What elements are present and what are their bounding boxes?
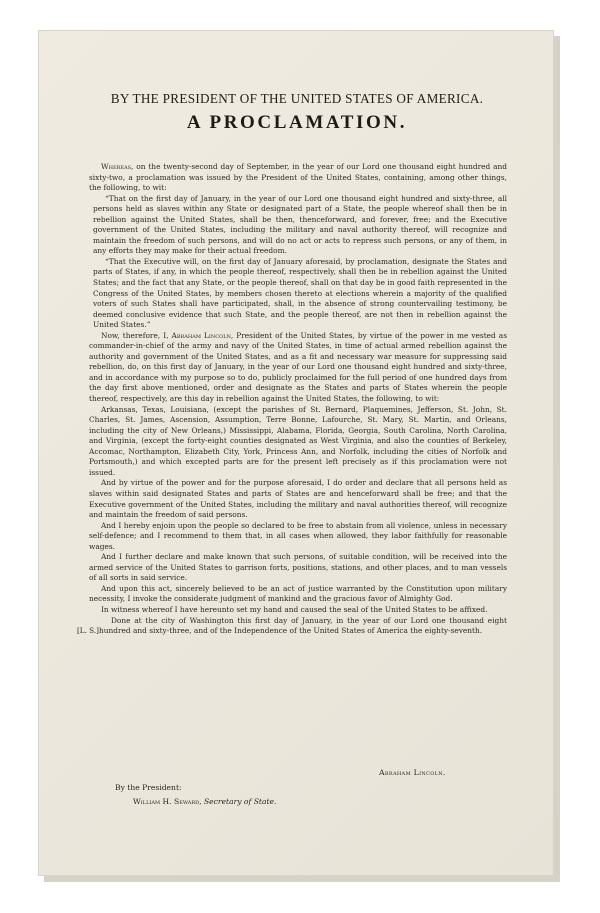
paragraph-in-witness: In witness whereof I have hereunto set my hand and caused the seal of the United States to be affixed. bbox=[101, 604, 488, 614]
president-name: Abraham Lincoln bbox=[171, 330, 231, 340]
paragraph-text: on the twenty-second day of September, in the year of our Lord one thousand eight hundred and sixty-two, a proclamation was issued by the President of the United States, containing, among other things, the following, to wit: bbox=[89, 162, 507, 193]
proclamation-body bbox=[77, 162, 508, 637]
secretary-name: William H. Seward, bbox=[133, 797, 202, 806]
proclamation-sheet bbox=[38, 30, 554, 876]
paragraph-done-at: Done at the city of Washington this first day of January, in the year of our Lord one thousand eight hundred and sixty-three, and of the Independence of the United States of America the eighty-seventh. bbox=[99, 615, 507, 636]
paragraph-text: , President of the United States, by virtue of the power in me vested as commander-in-chief of the army and navy of the United States, in time of actual armed rebellion against the authority and government of the United States, and as a fit and necessary war measure for suppressing said rebellion, do, on this first day of January, in the year of our Lord one thousand eight hundred and sixty-three, and in accordance with my purpose so to do, publicly proclaimed for the full period of one hundred days from the day first above mentioned, order and designate as the States and parts of States wherein the people thereof, respectively, are this day in rebellion against the United States, the following, to wit: bbox=[89, 330, 508, 404]
paragraph-order-declare: And by virtue of the power and for the purpose aforesaid, I do order and declare that all persons held as slaves within said designated States and parts of States are and henceforward shall be free; and that the Executive government of the United States, including the military and naval authorities thereof, will recognize and maintain the freedom of said persons. bbox=[89, 478, 507, 520]
paragraph-lead: Now, therefore, I, bbox=[101, 330, 172, 340]
paragraph-enjoin: And I hereby enjoin upon the people so declared to be free to abstain from all violence, unless in necessary self-defence; and I recommend to them that, in all cases when allowed, they labor faithfully for reasonable wages. bbox=[89, 520, 507, 551]
paragraph-lead: Whereas, bbox=[101, 162, 134, 171]
paragraph-whereas bbox=[89, 162, 507, 194]
paragraph-justice: And upon this act, sincerely believed to be an act of justice warranted by the Constitution upon military necessity, I invoke the considerate judgment of mankind and the gracious favor of Almighty God. bbox=[89, 583, 507, 604]
closing-row bbox=[77, 615, 507, 637]
seal-label: [L. S.] bbox=[77, 625, 99, 635]
secretary-title: Secretary of State. bbox=[201, 797, 277, 806]
paragraph-quote-1: “That on the first day of January, in the year of our Lord one thousand eight hundred and sixty-three, all persons held as slaves within any State or designated part of a State, the people whereof shall then be in rebellion against the United States, shall be then, thenceforward, and forever, free; and the Executive government of the United States, including the military and naval authority thereof, will recognize and maintain the freedom of such persons, and will do no act or acts to repress such persons, or any of them, in any efforts they may make for their actual freedom. bbox=[93, 193, 507, 256]
paragraph-armed-service: And I further declare and make known that such persons, of suitable condition, will be received into the armed service of the United States to garrison forts, positions, stations, and other places, and to man vessels of all sorts in said service. bbox=[89, 552, 507, 583]
heading-proclamation: A PROCLAMATION. bbox=[186, 112, 408, 133]
paragraph-quote-2: “That the Executive will, on the first day of January aforesaid, by proclamation, designate the States and parts of States, if any, in which the people thereof, respectively, shall then be in rebellion against the United States; and the fact that any State, or the people thereof, shall on that day be in good faith represented in the Congress of the United States, by members chosen thereto at elections wherein a majority of the qualified voters of such States shall have participated, shall, in the absence of strong countervailing testimony, be deemed conclusive evidence that such State, and the people thereof, are not then in rebellion against the United States.” bbox=[93, 256, 507, 330]
paragraph-states-list: Arkansas, Texas, Louisiana, (except the parishes of St. Bernard, Plaquemines, Jefferson, St. John, St. Charles, St. James, Ascension, Assumption, Terre Bonne, Lafourche, St. Mary, St. Martin, and Orleans, including the city of New Orleans,) Mississippi, Alabama, Florida, Georgia, South Carolina, North Carolina, and Virginia, (except the forty-eight counties designated as West Virginia, and also the counties of Berkeley, Accomac, Northampton, Elizabeth City, York, Princess Ann, and Norfolk, including the cities of Norfolk and Portsmouth,) and which excepted parts are for the present left precisely as if this proclamation were not issued. bbox=[89, 404, 507, 477]
secretary-signature bbox=[133, 797, 276, 806]
signature-lincoln: Abraham Lincoln. bbox=[379, 768, 446, 777]
heading-president: BY THE PRESIDENT OF THE UNITED STATES OF AMERICA. bbox=[110, 91, 484, 106]
paragraph-now-therefore bbox=[89, 331, 507, 405]
by-the-president: By the President: bbox=[115, 783, 182, 792]
